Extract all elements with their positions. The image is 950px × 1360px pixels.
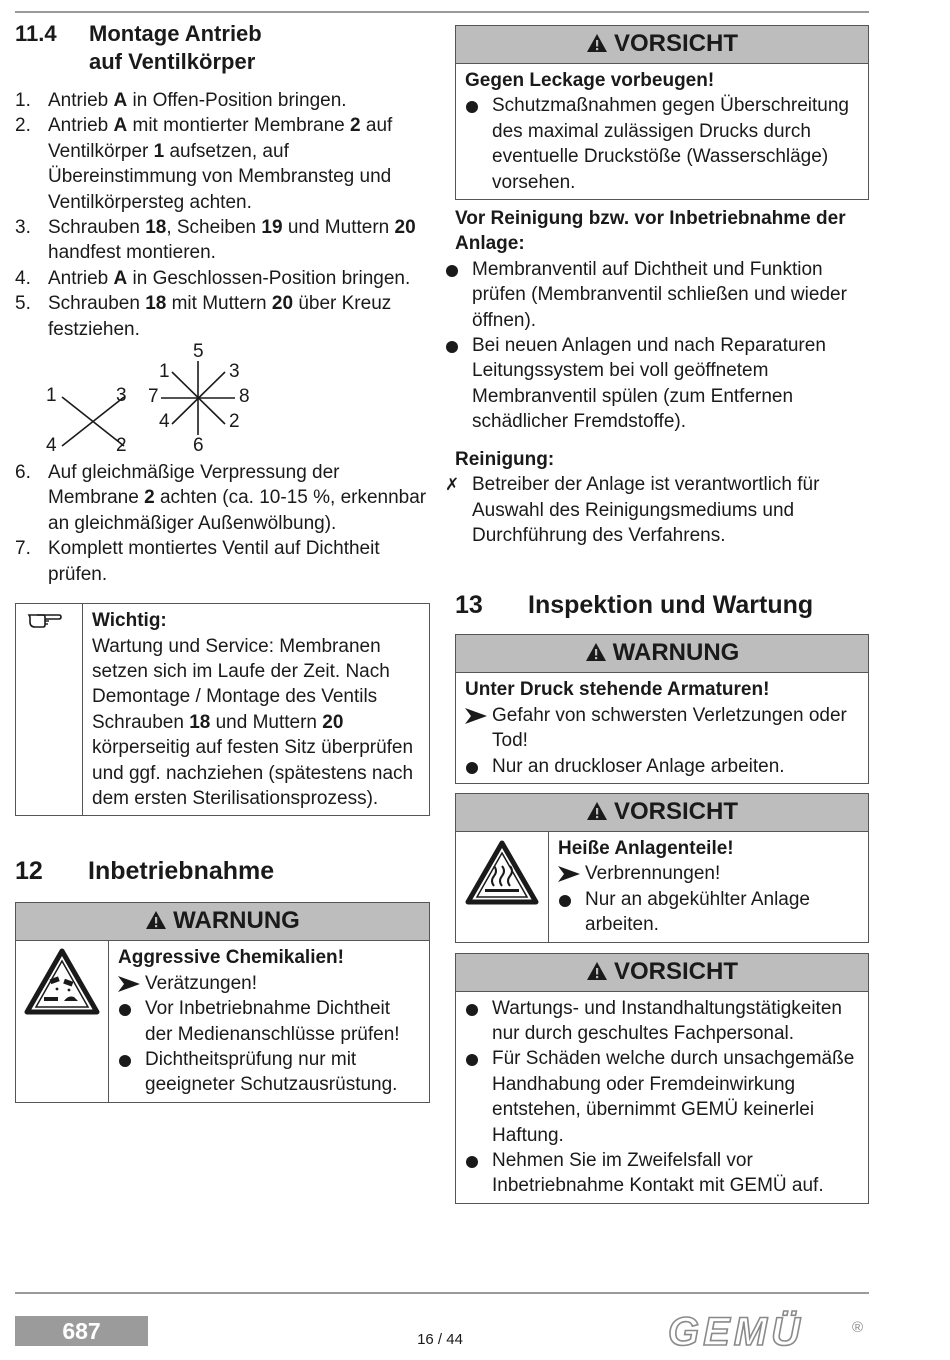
cleaning-prep-section [455,206,869,435]
caution-header [456,954,868,992]
bolt-label: 8 [239,386,250,408]
bolt-label: 1 [46,385,57,407]
left-column [15,20,430,1103]
consequence-text: Verbrennungen! [585,863,721,885]
step-text [48,266,430,291]
section-title: Inspektion und Wartung [528,591,814,620]
consequence-item [118,971,421,996]
part-number: 18 [145,217,167,239]
part-number: 2 [144,487,155,509]
bullet-item [558,887,860,938]
registered-mark: ® [852,1319,864,1336]
bolt-label: 3 [116,385,127,407]
bullet-icon [466,101,478,113]
bolt-label: 4 [46,435,57,457]
bullet-icon [466,1004,478,1016]
bullet-item [118,1047,421,1098]
text-run: achten (ca. 10-15 %, erkennbar an gleichmäßiger Außenwölbung). [48,487,427,534]
warning-triangle-icon [586,33,608,53]
part-number: 20 [394,217,416,239]
part-number: 18 [145,293,167,315]
caution-header [456,26,868,64]
caution-box-hot-parts [455,793,869,943]
step-text [48,536,430,587]
arrow-right-icon [118,976,140,992]
note-title: Wichtig: [92,610,167,632]
step-number: 7. [15,538,31,560]
warning-triangle-icon [586,801,608,821]
bullet-icon [559,895,571,907]
top-rule [15,11,869,13]
section-number: 12 [15,857,43,886]
text-run: auf Ventilkörper [48,115,393,162]
bolt-label: 5 [193,341,204,363]
cleaning-section [445,447,869,549]
bullet-text: Nur an druckloser Anlage arbeiten. [492,755,785,777]
text-run: mit montierter Membrane [127,115,351,137]
warning-label: WARNUNG [173,907,300,935]
text-run: über Kreuz festziehen. [48,293,392,340]
note-icon-cell [16,604,83,815]
caution-header [456,794,868,832]
warning-header [456,635,868,673]
bolt-label: 2 [229,411,240,433]
warning-triangle-icon [585,642,607,662]
tightening-pattern-diagram [15,342,430,460]
consequence-item [558,861,860,886]
step-text [48,460,430,536]
warning-label: WARNUNG [612,639,740,667]
text-run: Auf gleichmäßige Verpressung der Membrane [48,462,340,509]
step-number: 4. [15,267,31,289]
step-text [48,88,430,113]
section-number: 13 [455,591,483,620]
arrow-right-icon [465,708,487,724]
caution-box-leakage [455,25,869,200]
bolt-label: 7 [148,386,159,408]
hazard-title: Gegen Leckage vorbeugen! [465,70,715,91]
part-number: 19 [261,217,283,239]
text-run: mit Muttern [166,293,272,315]
section-title: Inbetriebnahme [88,857,275,886]
gemu-logo [666,1310,872,1359]
bullet-text: Bei neuen Anlagen und nach Reparaturen Leitungssystem bei voll geöffnetem Membranventil spülen (zum Entfernen schädlicher Fremdstoffe). [472,335,826,433]
subsection-heading: Reinigung: [455,448,555,470]
bullet-text: Schutzmaßnahmen gegen Überschreitung des maximal zulässigen Drucks durch eventuelle Druckstöße (Wasserschläge) vorsehen. [492,95,849,193]
part-number: 2 [350,115,361,137]
part-number: 1 [153,140,165,162]
caution-label: VORSICHT [613,30,738,57]
page-number: 16 / 44 [417,1331,463,1348]
step-item [15,536,430,587]
bullet-text: Für Schäden welche durch unsachgemäße Handhabung oder Fremdeinwirkung entstehen, übernimmt GEMÜ keinerlei Haftung. [492,1048,855,1146]
warning-header [16,903,429,941]
step-text [48,291,430,342]
step-item [15,215,430,266]
text-run: , Scheiben [166,217,262,239]
hazard-title: Heiße Anlagenteile! [558,837,734,859]
section-title [89,20,262,76]
product-number-badge: 687 [15,1316,148,1346]
right-column [445,25,869,1204]
step-item [15,291,430,342]
text-run: in Offen-Position bringen. [127,90,347,111]
text-run: Antrieb [48,115,114,137]
gemu-logo-mark [666,1310,872,1354]
step-item [15,113,430,215]
section-heading-12 [15,856,430,886]
hot-surface-icon [465,840,539,906]
list-item [445,472,869,548]
step-item [15,266,430,291]
part-number: A [113,115,128,137]
text-run: aufsetzen, auf Übereinstimmung von Membransteg und Ventilkörpersteg achten. [48,140,392,213]
assembly-steps-continued [15,460,430,587]
bullet-text: Dichtheitsprüfung nur mit geeigneter Schutzausrüstung. [145,1048,398,1096]
bullet-text: Vor Inbetriebnahme Dichtheit der Medienanschlüsse prüfen! [145,998,400,1045]
title-line-2: auf Ventilkörper [89,49,256,74]
text-run: Komplett montiertes Ventil auf Dichtheit prüfen. [48,538,380,585]
bullet-icon [466,1054,478,1066]
bullet-item [118,996,421,1047]
step-text [48,113,430,215]
bullet-item [465,754,860,779]
arrow-right-icon [558,866,580,882]
list-item-text: Betreiber der Anlage ist verantwortlich für Auswahl des Reinigungsmediums und Durchführung des Verfahrens. [472,474,820,546]
text-run: und Muttern [282,217,395,239]
warning-box-pressure [455,634,869,784]
bolt-label: 6 [193,435,204,457]
measure-list [465,93,860,195]
assembly-steps [15,88,430,342]
logo-text: GEMÜ [668,1310,804,1354]
text-run: Antrieb [48,90,114,111]
bullet-icon [446,341,458,353]
bullet-item [465,1046,860,1148]
text-run: Wartung und Service: Membranen setzen sich im Laufe der Zeit. Nach Demontage / Montage des Ventils Schrauben [92,635,390,733]
step-number: 5. [15,293,31,315]
text-run: in Geschlossen-Position bringen. [127,267,411,289]
consequence-item [465,703,860,754]
warning-triangle-icon [145,910,167,930]
footer-rule [15,1292,869,1294]
bullet-item [465,93,860,195]
part-number: 20 [271,293,294,315]
measure-list [118,996,421,1098]
step-item [15,88,430,113]
step-number: 2. [15,115,31,137]
step-number: 1. [15,90,31,111]
consequence-text: Gefahr von schwersten Verletzungen oder Tod! [492,704,847,752]
bullet-item [465,996,860,1047]
bullet-text: Nur an abgekühlter Anlage arbeiten. [585,888,810,936]
section-number: 11.4 [15,21,57,46]
consequence-text: Verätzungen! [145,972,257,994]
section-heading-13 [455,590,869,620]
bullet-icon [119,1004,131,1016]
text-run: und Muttern [210,711,323,733]
warning-box-chemicals [15,902,430,1102]
pointing-hand-icon [27,609,63,629]
bullet-icon [466,762,478,774]
text-run: Antrieb [48,267,114,289]
text-run: handfest montieren. [48,242,216,264]
bullet-text: Wartungs- und Instandhaltungstätigkeiten nur durch geschultes Fachpersonal. [492,997,842,1044]
part-number: 20 [322,711,344,733]
prep-list [445,257,869,435]
bullet-item [465,1148,860,1199]
bullet-item [445,333,869,435]
note-text [92,634,421,812]
part-number: A [113,267,128,289]
bolt-cross-lines [15,342,430,460]
caution-box-liability [455,953,869,1204]
bullet-icon [466,1156,478,1168]
part-number: A [113,90,128,111]
step-text [48,215,430,266]
hazard-icon-cell [456,832,549,942]
step-item [15,460,430,536]
text-run: Schrauben [48,217,146,239]
title-line-1: Montage Antrieb [89,21,262,46]
bullet-text: Membranventil auf Dichtheit und Funktion prüfen (Membranventil schließen und wieder öffnen). [472,258,847,331]
subsection-heading: Vor Reinigung bzw. vor Inbetriebnahme der Anlage: [455,208,846,255]
bolt-label: 2 [116,435,127,457]
bullet-icon [119,1055,131,1067]
text-run: Schrauben [48,293,146,315]
caution-label: VORSICHT [613,797,738,825]
measure-list [465,754,860,779]
hazard-title: Unter Druck stehende Armaturen! [465,679,770,701]
bullet-icon [446,265,458,277]
corrosive-hazard-icon [24,948,100,1016]
bullet-item [445,257,869,333]
measure-list [558,887,860,938]
text-run: körperseitig auf festen Sitz überprüfen und ggf. nachziehen (spätestens nach dem ersten Sterilisationsprozess). [92,737,414,809]
bolt-label: 1 [159,361,170,383]
important-note [15,603,430,816]
warning-triangle-icon [586,961,608,981]
bolt-label: 3 [229,361,240,383]
part-number: 18 [189,711,211,733]
cross-mark-icon: ✗ [445,475,460,495]
hazard-title: Aggressive Chemikalien! [118,947,344,969]
section-heading-11-4 [15,20,430,76]
caution-label: VORSICHT [613,957,738,985]
step-number: 3. [15,217,31,239]
bullet-text: Nehmen Sie im Zweifelsfall vor Inbetriebnahme Kontakt mit GEMÜ auf. [492,1150,824,1197]
step-number: 6. [15,462,31,484]
measure-list [465,996,860,1199]
bolt-label: 4 [159,411,170,433]
hazard-icon-cell [16,941,109,1101]
